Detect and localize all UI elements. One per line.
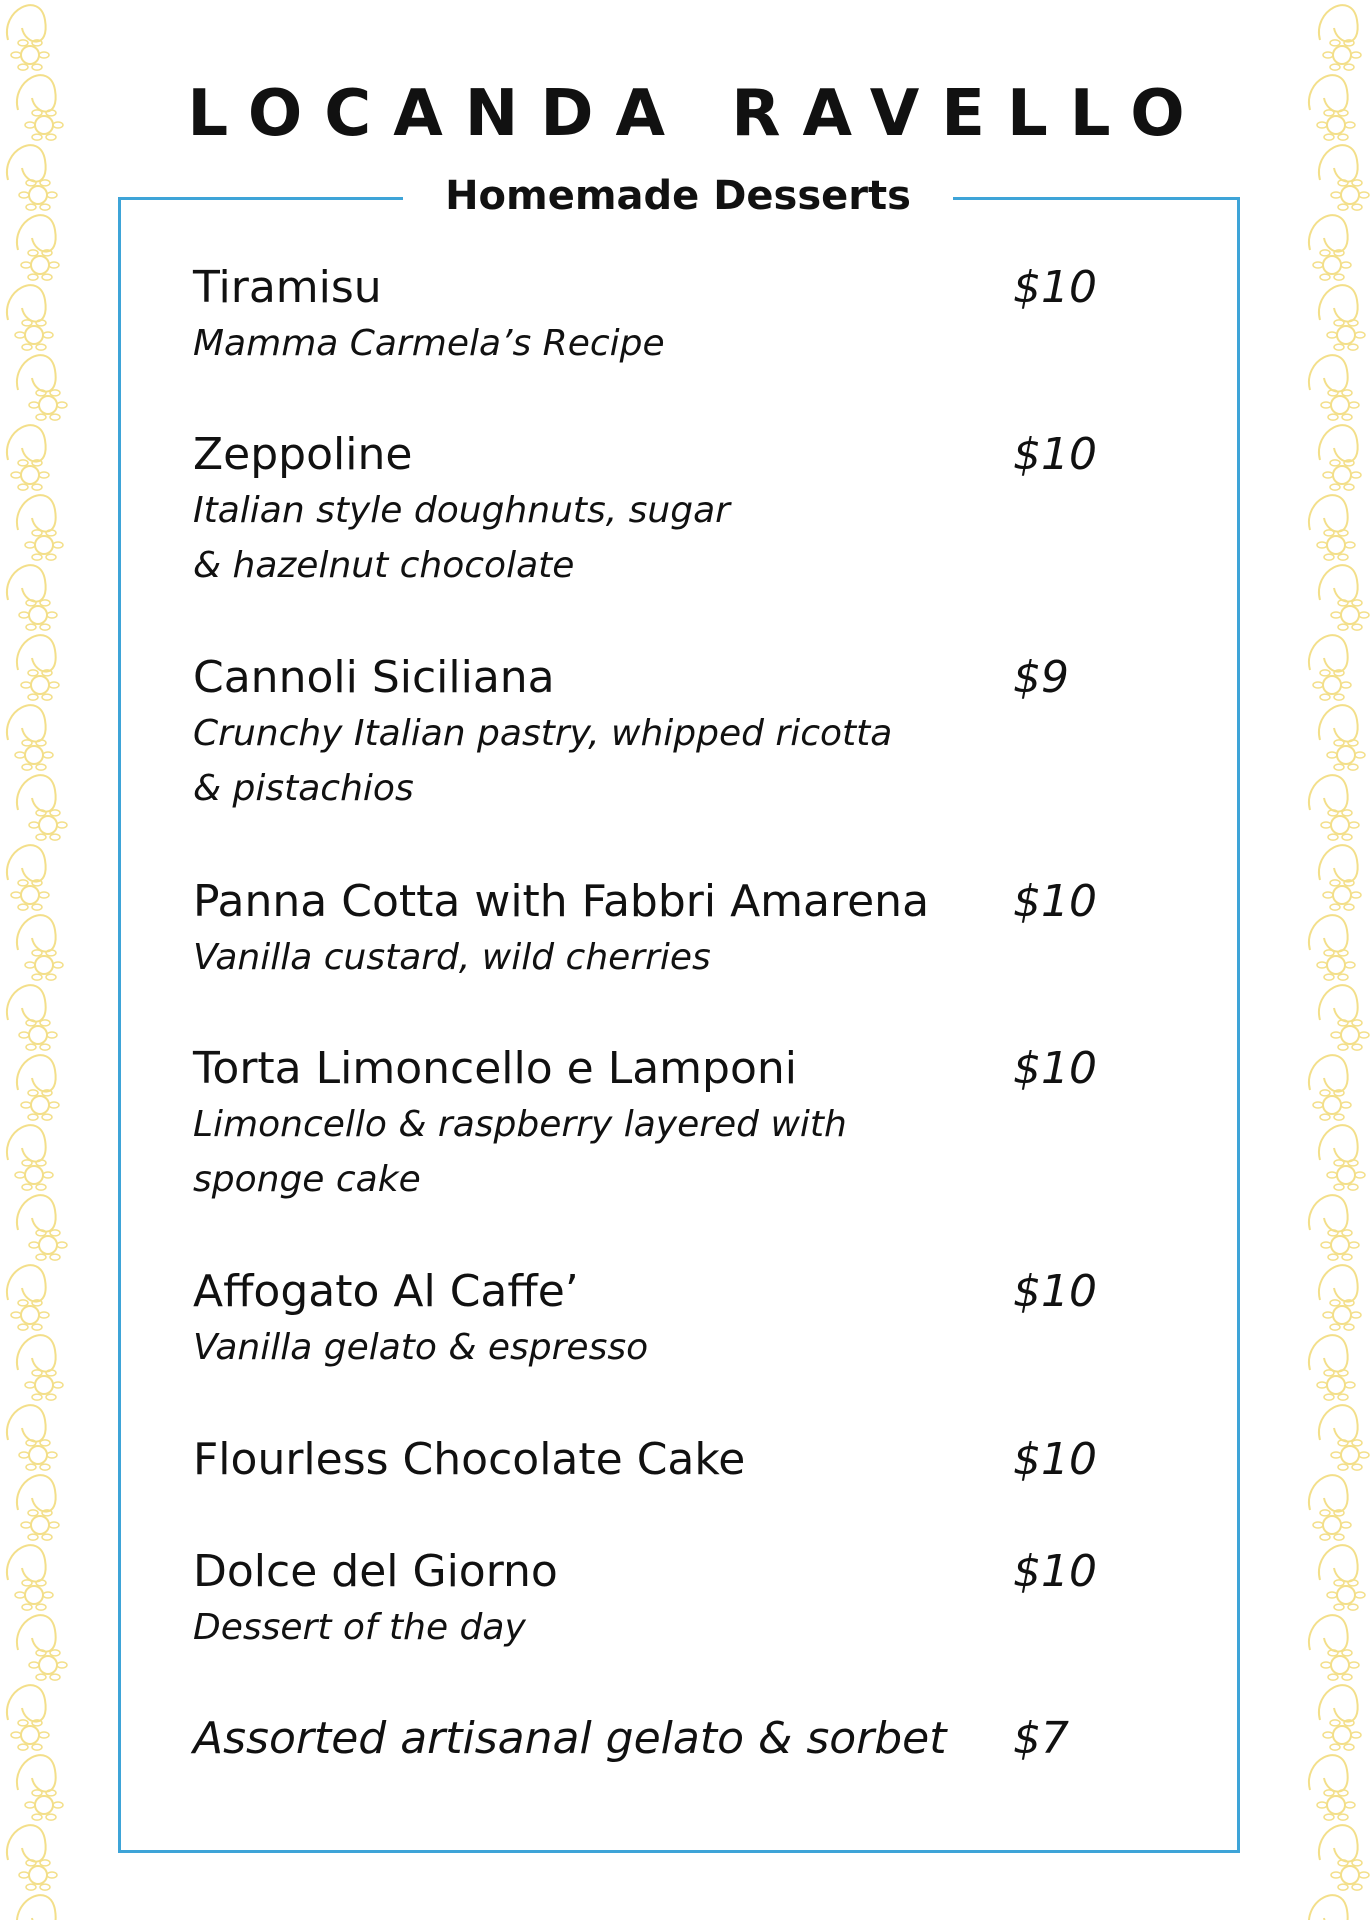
menu-item (193, 650, 1153, 816)
item-description: & pistachios (193, 768, 414, 809)
item-price: $10 (1013, 876, 1097, 927)
floral-pattern-icon (0, 0, 70, 1920)
item-name: Panna Cotta with Fabbri Amarena (193, 876, 930, 927)
item-price: $10 (1013, 1043, 1097, 1094)
item-description: Limoncello & raspberry layered with (193, 1104, 847, 1145)
item-name: Tiramisu (193, 262, 382, 313)
item-price: $9 (1013, 652, 1069, 703)
menu-item (193, 427, 1153, 593)
item-name: Cannoli Siciliana (193, 652, 555, 703)
restaurant-name: LOCANDA RAVELLO (187, 77, 1207, 151)
item-price: $10 (1013, 1434, 1097, 1485)
item-price: $10 (1013, 1266, 1097, 1317)
item-description: Crunchy Italian pastry, whipped ricotta (193, 713, 893, 754)
item-name: Dolce del Giorno (193, 1546, 558, 1597)
item-name: Torta Limoncello e Lamponi (193, 1043, 797, 1094)
item-price: $7 (1013, 1713, 1069, 1764)
item-description: Vanilla custard, wild cherries (193, 937, 711, 978)
menu-item (193, 1711, 1153, 1767)
menu-item (193, 1264, 1153, 1375)
item-description: sponge cake (193, 1159, 421, 1200)
menu-item (193, 1544, 1153, 1655)
item-name: Flourless Chocolate Cake (193, 1434, 746, 1485)
item-price: $10 (1013, 1546, 1097, 1597)
menu-item (193, 1432, 1153, 1488)
item-description: & hazelnut chocolate (193, 545, 575, 586)
item-description: Dessert of the day (193, 1607, 526, 1648)
item-price: $10 (1013, 429, 1097, 480)
item-name: Zeppoline (193, 429, 413, 480)
menu-item (193, 874, 1153, 985)
menu-item (193, 1041, 1153, 1207)
floral-pattern-icon (1302, 0, 1372, 1920)
item-description: Mamma Carmela’s Recipe (193, 323, 665, 364)
item-name: Assorted artisanal gelato & sorbet (193, 1713, 947, 1764)
section-title: Homemade Desserts (403, 168, 953, 224)
item-name: Affogato Al Caffe’ (193, 1266, 579, 1317)
item-description: Vanilla gelato & espresso (193, 1327, 649, 1368)
menu-item (193, 260, 1153, 371)
item-description: Italian style doughnuts, sugar (193, 490, 730, 531)
item-price: $10 (1013, 262, 1097, 313)
